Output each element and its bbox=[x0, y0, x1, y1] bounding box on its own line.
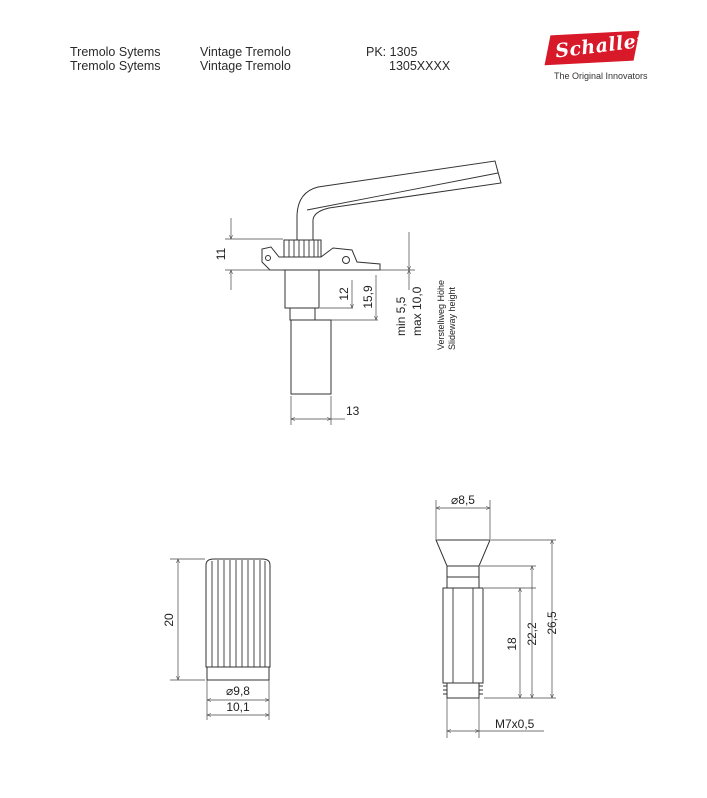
dim-thread: M7x0,5 bbox=[495, 717, 535, 731]
dim-13: 13 bbox=[346, 404, 360, 418]
dim-min: min 5,5 bbox=[394, 296, 408, 336]
tremolo-assembly bbox=[262, 161, 501, 394]
part-number: PK: 1305 bbox=[366, 45, 418, 59]
note-german: Verstellweg Höhe bbox=[436, 279, 446, 350]
dim-max: max 10,0 bbox=[410, 286, 424, 336]
dim-20: 20 bbox=[162, 613, 176, 627]
dim-22-2: 22,2 bbox=[525, 622, 539, 646]
logo-brand: Schaller bbox=[554, 29, 648, 63]
logo-tagline: The Original Innovators bbox=[554, 71, 648, 81]
part-code: 1305XXXX bbox=[389, 59, 451, 73]
dim-11: 11 bbox=[214, 247, 228, 261]
knurled-knob bbox=[206, 559, 270, 680]
dim-12: 12 bbox=[337, 287, 351, 301]
dim-dia-9-8: ⌀9,8 bbox=[226, 684, 250, 698]
dim-26-5: 26,5 bbox=[545, 611, 559, 635]
product-line-1: Vintage Tremolo bbox=[200, 45, 291, 59]
product-line-2: Vintage Tremolo bbox=[200, 59, 291, 73]
system-line-1: Tremolo Sytems bbox=[70, 45, 161, 59]
note-english: Slideway height bbox=[447, 286, 457, 350]
screw-bolt bbox=[436, 540, 490, 698]
dim-18: 18 bbox=[505, 637, 519, 651]
system-line-2: Tremolo Sytems bbox=[70, 59, 161, 73]
dim-dia-8-5: ⌀8,5 bbox=[451, 493, 475, 507]
dim-15-9: 15,9 bbox=[361, 285, 375, 309]
dim-10-1: 10,1 bbox=[226, 700, 250, 714]
